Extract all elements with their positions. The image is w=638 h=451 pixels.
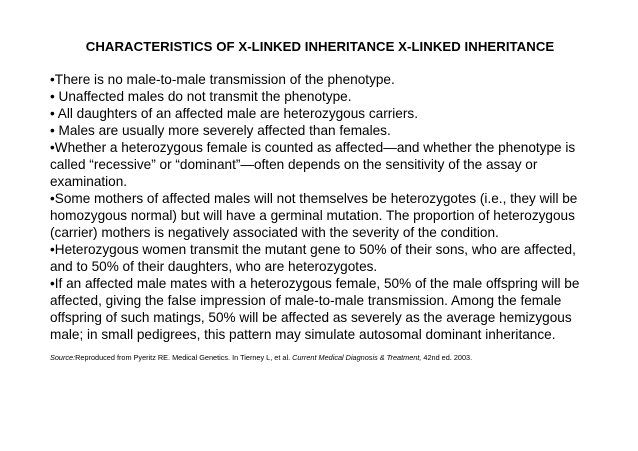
page-title: CHARACTERISTICS OF X-LINKED INHERITANCE X-LINKED INHERITANCE — [85, 39, 555, 54]
bullet-item: • Unaffected males do not transmit the phenotype. — [50, 89, 352, 104]
bullet-list — [50, 71, 590, 343]
source-text: Reproduced from Pyeritz RE. Medical Genetics. In Tierney L, et al. — [75, 353, 293, 362]
bullet-item: • Males are usually more severely affected than females. — [50, 123, 391, 138]
document-page — [50, 39, 590, 363]
bullet-item: •If an affected male mates with a heterozygous female, 50% of the male offspring will be affected, giving the false impression of male-to-male transmission. Among the female offspring of such matings, 50% will be affected as severely as the average hemizygous male; in small pedigrees, this pattern may simulate autosomal dominant inheritance. — [50, 276, 580, 342]
bullet-item: • All daughters of an affected male are heterozygous carriers. — [50, 106, 418, 121]
source-citation — [50, 353, 590, 363]
source-edition: 42nd ed. 2003. — [421, 353, 473, 362]
bullet-item: •Whether a heterozygous female is counted as affected—and whether the phenotype is called “recessive” or “dominant”—often depends on the sensitivity of the assay or examination. — [50, 140, 576, 189]
bullet-item: •There is no male-to-male transmission of the phenotype. — [50, 72, 395, 87]
source-book-title: Current Medical Diagnosis & Treatment, — [292, 353, 422, 362]
bullet-item: •Some mothers of affected males will not themselves be heterozygotes (i.e., they will be homozygous normal) but will have a germinal mutation. The proportion of heterozygous (carrier) mothers is negatively associated with the severity of the condition. — [50, 191, 578, 240]
bullet-item: •Heterozygous women transmit the mutant gene to 50% of their sons, who are affected, and to 50% of their daughters, who are heterozygotes. — [50, 242, 576, 274]
source-label: Source: — [50, 353, 76, 362]
